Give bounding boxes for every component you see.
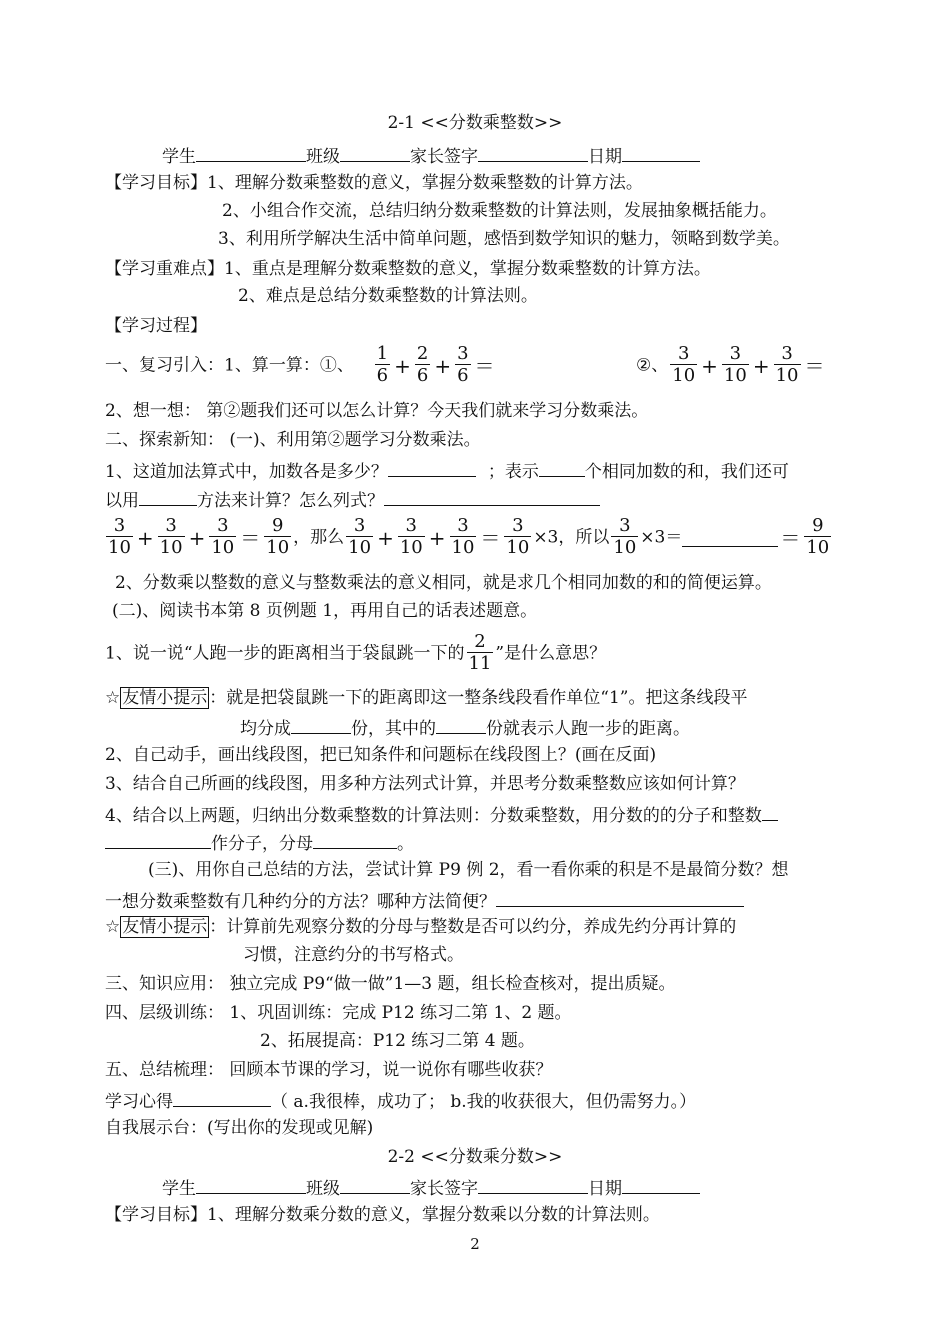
parent-label: 家长签字	[410, 1179, 478, 1199]
equals-sign: ＝	[240, 525, 261, 550]
part-3-b: 一想分数乘整数有几种约分的方法？哪种方法简便？	[105, 892, 496, 912]
method-choice-blank[interactable]	[496, 888, 744, 907]
step-4-text: 4、结合以上两题，归纳出分数乘整数的计算法则：分数乘整数，用分数的的分子和整数	[105, 806, 762, 826]
star-icon: ☆	[105, 917, 121, 937]
goals-line-1	[105, 172, 643, 194]
fraction	[504, 516, 531, 559]
denominator: 10	[451, 537, 475, 558]
numerator: 3	[405, 515, 417, 536]
summary-line: 五、总结梳理： 回顾本节课的学习，说一说你有哪些收获？	[105, 1060, 553, 1080]
parent-blank[interactable]	[478, 143, 588, 162]
say-text: 1、说一说“人跑一步的距离相当于袋鼠跳一下的	[105, 643, 465, 664]
lesson2-goals-line	[105, 1204, 660, 1226]
fraction	[209, 516, 236, 559]
reflection-label: 学习心得	[105, 1092, 173, 1112]
equals-sign: ＝	[780, 525, 801, 550]
step-4-b: 作分子，分母	[211, 834, 313, 854]
key-line-1	[105, 258, 711, 280]
equals-sign: ＝	[480, 525, 501, 550]
tip-1-text: ：就是把袋鼠跳一下的距离即这一整条线段看作单位“1”。把这条线段平	[209, 688, 748, 708]
tip-2-text: ：计算前先观察分数的分母与整数是否可以约分，养成先约分再计算的	[209, 917, 737, 937]
step-3-line: 3、结合自己所画的线段图，用多种方法列式计算，并思考分数乘整数应该如何计算？	[105, 774, 745, 794]
review-line	[105, 340, 497, 390]
tip-label: 友情小提示	[122, 688, 208, 708]
rule-blank-b[interactable]	[105, 830, 211, 849]
class-blank[interactable]	[340, 1175, 410, 1194]
count-blank[interactable]	[539, 458, 585, 477]
think-line: 2、想一想： 第②题我们还可以怎么计算？今天我们就来学习分数乘法。	[105, 401, 649, 421]
denominator: 10	[159, 537, 183, 558]
denominator: 10	[806, 537, 830, 558]
numerator: 1	[376, 343, 389, 364]
fraction	[346, 516, 373, 559]
plus-sign: +	[701, 353, 718, 378]
denominator: 10	[775, 365, 799, 386]
numerator: 3	[353, 515, 366, 536]
lesson2-title: 2-2 <<分数乘分数>>	[387, 1147, 563, 1167]
fraction	[455, 344, 470, 387]
denominator-blank[interactable]	[313, 830, 397, 849]
numerator: 3	[457, 343, 469, 364]
denominator: 11	[468, 653, 492, 674]
part-2-line: (二)、阅读书本第 8 页例题 1，再用自己的话表述题意。	[112, 601, 538, 621]
denominator: 10	[348, 537, 372, 558]
numerator: 3	[217, 515, 229, 536]
fraction	[467, 632, 494, 675]
step-4-c: 。	[397, 834, 414, 854]
student-label: 学生	[162, 147, 196, 167]
process-label: 【学习过程】	[105, 316, 207, 336]
class-blank[interactable]	[340, 143, 410, 162]
fraction	[106, 516, 133, 559]
then-text: ，那么	[293, 527, 345, 548]
step-4-line-2	[105, 830, 414, 855]
times-three-text: ×3，所以	[533, 527, 610, 548]
fraction	[158, 516, 185, 559]
plus-sign: +	[377, 525, 394, 550]
denominator: 10	[672, 365, 696, 386]
q1-text: 1、这道加法算式中，加数各是多少？	[105, 462, 388, 482]
equation-line	[104, 512, 833, 562]
product-blank[interactable]	[682, 528, 778, 547]
denominator: 10	[506, 537, 530, 558]
denominator: 6	[376, 365, 389, 386]
method-blank[interactable]	[139, 487, 197, 506]
parent-blank[interactable]	[478, 1175, 588, 1194]
part-3-line-2	[105, 888, 744, 913]
goals-label: 【学习目标】	[105, 173, 207, 193]
key-1: 1、重点是理解分数乘整数的意义，掌握分数乘整数的计算方法。	[224, 259, 711, 279]
tip-1-d: 份就表示人跑一步的距离。	[486, 719, 690, 739]
date-label: 日期	[588, 1179, 622, 1199]
date-blank[interactable]	[622, 1175, 700, 1194]
fraction	[375, 344, 390, 387]
fraction	[670, 344, 697, 387]
student-blank[interactable]	[196, 1175, 306, 1194]
step-2-line: 2、自己动手，画出线段图，把已知条件和问题标在线段图上？(画在反面)	[105, 745, 657, 765]
rule-blank-a[interactable]	[762, 802, 778, 821]
tip-1-c: 份，其中的	[351, 719, 436, 739]
goal-1: 1、理解分数乘分数的意义，掌握分数乘以分数的计算法则。	[207, 1205, 660, 1225]
explore-line: 二、探索新知： (一)、利用第②题学习分数乘法。	[105, 430, 481, 450]
student-label: 学生	[162, 1179, 196, 1199]
numerator: 3	[619, 515, 631, 536]
fraction	[722, 344, 749, 387]
fraction	[450, 516, 477, 559]
plus-sign: +	[428, 525, 446, 550]
equals-sign: ＝	[804, 353, 825, 378]
tip-label: 友情小提示	[122, 917, 208, 937]
lesson1-title: 2-1 <<分数乘整数>>	[387, 113, 563, 133]
q1-text-d: 以用	[105, 491, 139, 511]
step-4-line	[105, 802, 778, 827]
class-label: 班级	[306, 147, 340, 167]
say-line	[105, 628, 606, 678]
denominator: 10	[211, 537, 235, 558]
goal-2: 2、小组合作交流，总结归纳分数乘整数的计算法则，发展抽象概括能力。	[222, 201, 777, 221]
plus-sign: +	[752, 353, 770, 378]
tip-2-line-2: 习惯，注意约分的书写格式。	[243, 945, 464, 965]
apply-line: 三、知识应用： 独立完成 P9“做一做”1—3 题，组长检查核对，提出质疑。	[105, 974, 676, 994]
reflection-line	[105, 1088, 696, 1113]
meaning-line: 2、分数乘以整数的意义与整数乘法的意义相同，就是求几个相同加数的和的简便运算。	[115, 573, 772, 593]
numerator: 3	[729, 343, 742, 364]
fraction	[774, 344, 801, 387]
goal-3: 3、利用所学解决生活中简单问题，感悟到数学知识的魅力，领略到数学美。	[218, 229, 790, 249]
numerator: 3	[165, 515, 177, 536]
q1-text-c: 个相同加数的和，我们还可	[584, 462, 789, 482]
question-1-line	[105, 458, 789, 483]
tip-1-line	[105, 687, 747, 709]
date-blank[interactable]	[622, 143, 700, 162]
addend-blank[interactable]	[388, 458, 476, 477]
student-blank[interactable]	[196, 143, 306, 162]
fraction	[611, 516, 638, 559]
part-3-line: (三)、用你自己总结的方法，尝试计算 P9 例 2，看一看你乘的积是不是最简分数？想	[148, 860, 789, 880]
goals-label: 【学习目标】	[105, 1205, 207, 1225]
formula-blank[interactable]	[384, 487, 600, 506]
plus-sign: +	[136, 525, 154, 550]
numerator: 3	[113, 515, 126, 536]
times-three-equals: ×3＝	[640, 527, 683, 548]
denominator: 10	[266, 537, 290, 558]
numerator: 3	[512, 515, 524, 536]
reflection-blank[interactable]	[173, 1088, 271, 1107]
page-number: 2	[470, 1235, 480, 1253]
question-1-line-2	[105, 487, 600, 512]
lesson1-info-line	[162, 143, 700, 168]
fraction	[264, 516, 291, 559]
tip-1-line-2	[240, 715, 690, 740]
denominator: 10	[399, 537, 423, 558]
numerator: 9	[271, 515, 284, 536]
fraction	[398, 516, 425, 559]
parent-label: 家长签字	[410, 147, 478, 167]
denominator: 10	[108, 537, 131, 558]
denominator: 10	[723, 365, 747, 386]
showcase-line: 自我展示台：(写出你的发现或见解)	[105, 1118, 374, 1138]
plus-sign: +	[394, 353, 411, 378]
key-2: 2、难点是总结分数乘整数的计算法则。	[238, 286, 538, 306]
numerator: 3	[781, 343, 793, 364]
fraction	[415, 344, 430, 387]
tip-1-b: 均分成	[240, 719, 291, 739]
class-label: 班级	[306, 1179, 340, 1199]
parts-blank[interactable]	[291, 715, 351, 734]
star-icon: ☆	[105, 688, 121, 708]
reflection-options: （ a.我很棒，成功了； b.我的收获很大，但仍需努力。）	[271, 1092, 697, 1112]
denominator: 6	[457, 365, 469, 386]
date-label: 日期	[588, 147, 622, 167]
train-1-line: 四、层级训练： 1、巩固训练：完成 P12 练习二第 1、2 题。	[105, 1003, 572, 1023]
denominator: 10	[613, 537, 637, 558]
review-second-label: ②、	[636, 355, 669, 376]
review-second	[636, 340, 827, 390]
numerator: 3	[677, 343, 690, 364]
say-text-b: ”是什么意思？	[495, 643, 607, 664]
part-count-blank[interactable]	[436, 715, 486, 734]
goal-1: 1、理解分数乘整数的意义，掌握分数乘整数的计算方法。	[207, 173, 643, 193]
numerator: 2	[474, 631, 486, 652]
lesson2-info-line	[162, 1175, 700, 1200]
review-text: 一、复习引入：1、算一算：①、	[105, 355, 354, 376]
numerator: 3	[457, 515, 469, 536]
numerator: 9	[812, 515, 824, 536]
train-2-line: 2、拓展提高：P12 练习二第 4 题。	[260, 1031, 535, 1051]
q1-text-b: ；表示	[487, 462, 539, 482]
equals-sign: ＝	[474, 353, 495, 378]
q1-text-e: 方法来计算？怎么列式？	[197, 491, 384, 511]
plus-sign: +	[434, 353, 452, 378]
fraction	[804, 516, 831, 559]
key-label: 【学习重难点】	[105, 259, 224, 279]
plus-sign: +	[188, 525, 206, 550]
numerator: 2	[416, 343, 429, 364]
denominator: 6	[416, 365, 429, 386]
tip-2-line	[105, 916, 736, 938]
